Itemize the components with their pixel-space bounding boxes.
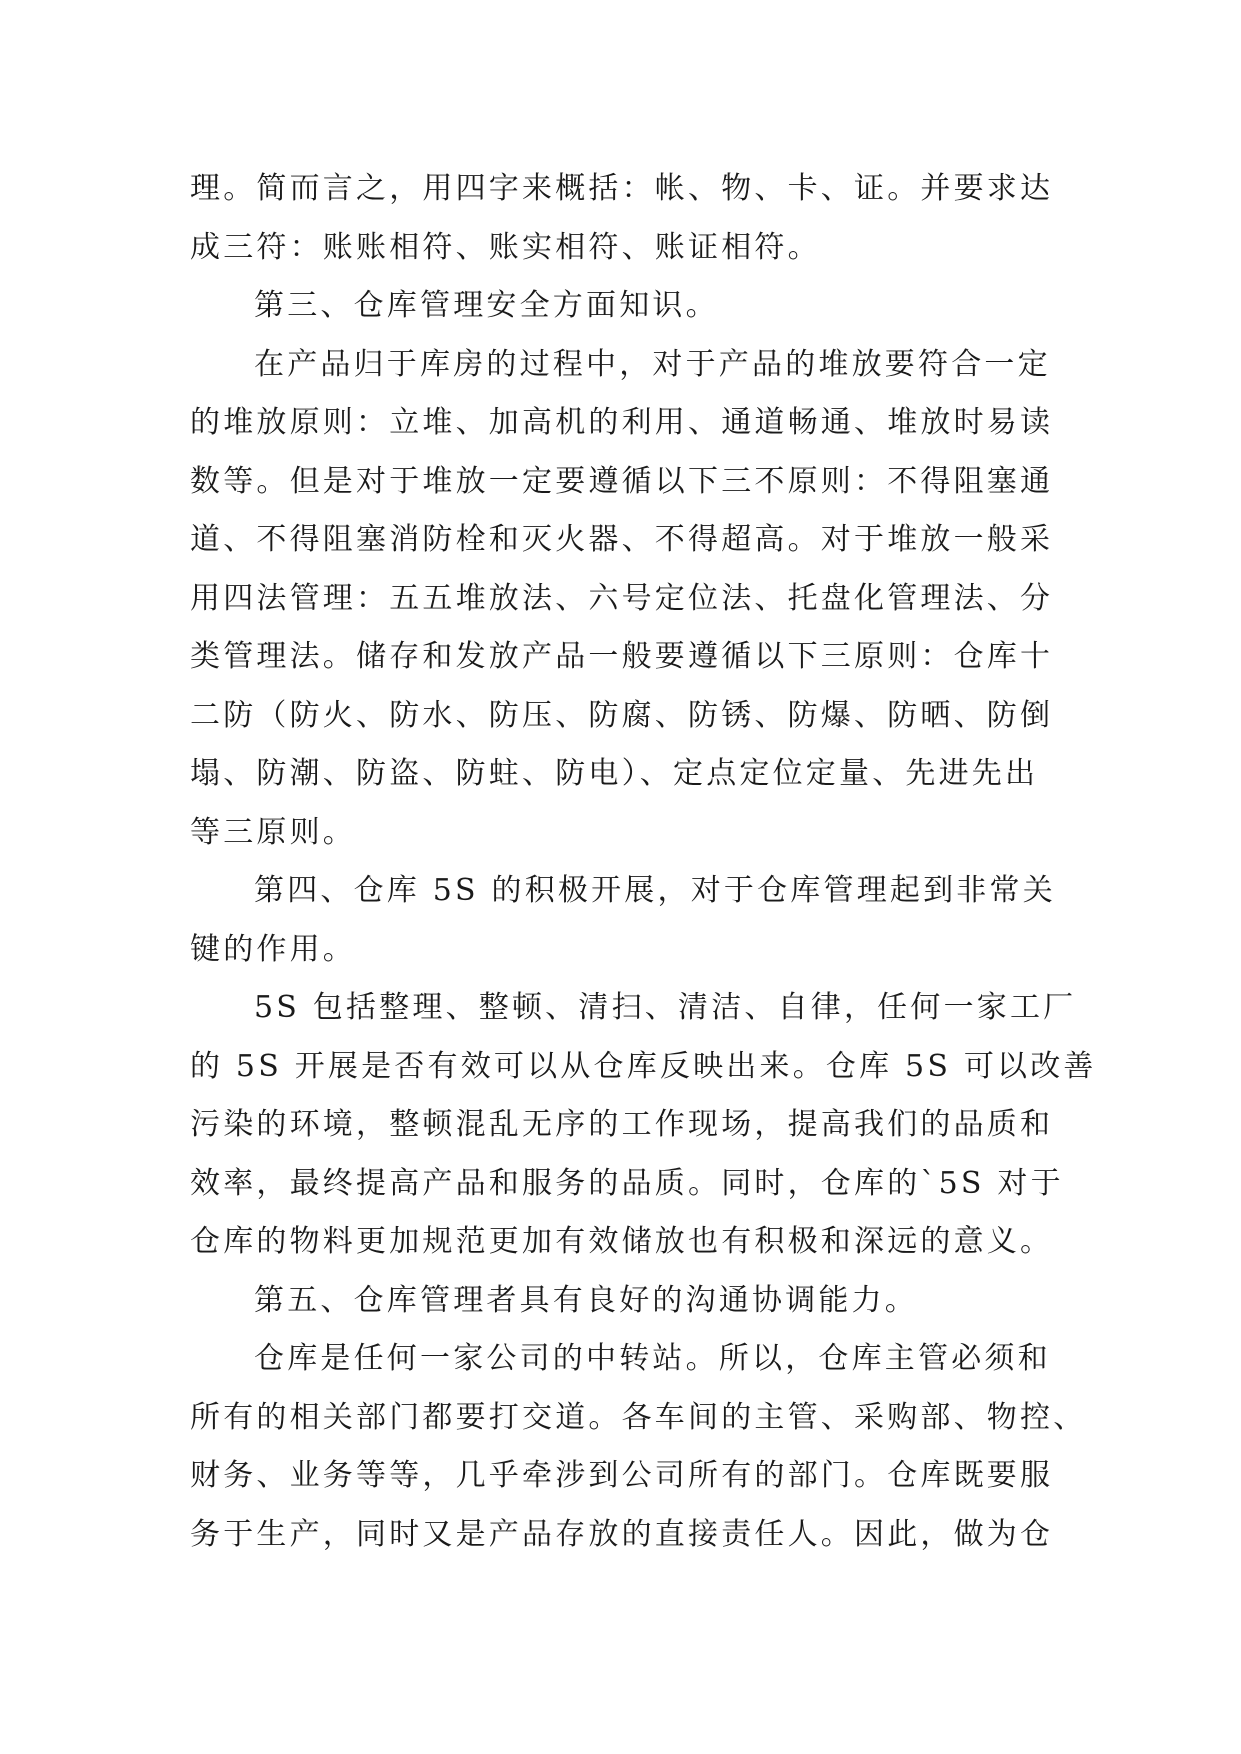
text-line: 务于生产，同时又是产品存放的直接责任人。因此，做为仓 [190,1516,1054,1552]
text-line: 在产品归于库房的过程中，对于产品的堆放要符合一定 [254,346,1051,382]
text-line: 所有的相关部门都要打交道。各车间的主管、采购部、物控、 [190,1399,1087,1435]
text-line: 效率，最终提高产品和服务的品质。同时，仓库的`5S 对于 [190,1165,1064,1201]
text-line: 第四、仓库 5S 的积极开展，对于仓库管理起到非常关 [254,873,1056,908]
text-line: 成三符：账账相符、账实相符、账证相符。 [190,229,821,265]
text-line: 类管理法。储存和发放产品一般要遵循以下三原则：仓库十 [190,639,1054,674]
text-line: 数等。但是对于堆放一定要遵循以下三不原则：不得阻塞通 [190,463,1054,499]
text-line: 财务、业务等等，几乎牵涉到公司所有的部门。仓库既要服 [190,1458,1054,1493]
text-line: 仓库的物料更加规范更加有效储放也有积极和深远的意义。 [190,1224,1054,1259]
text-line: 第三、仓库管理安全方面知识。 [254,288,719,323]
text-line: 的堆放原则：立堆、加高机的利用、通道畅通、堆放时易读 [190,405,1054,440]
text-line: 污染的环境，整顿混乱无序的工作现场，提高我们的品质和 [190,1107,1054,1142]
text-line: 二防（防火、防水、防压、防腐、防锈、防爆、防晒、防倒 [190,697,1054,733]
text-line: 的 5S 开展是否有效可以从仓库反映出来。仓库 5S 可以改善 [190,1048,1097,1084]
text-line: 塌、防潮、防盗、防蛀、防电）、定点定位定量、先进先出 [190,756,1039,791]
text-line: 理。简而言之，用四字来概括：帐、物、卡、证。并要求达 [190,171,1054,206]
text-line: 等三原则。 [190,814,356,850]
text-line: 第五、仓库管理者具有良好的沟通协调能力。 [254,1282,918,1318]
text-line: 用四法管理：五五堆放法、六号定位法、托盘化管理法、分 [190,580,1054,616]
text-line: 键的作用。 [190,931,356,967]
text-line: 仓库是任何一家公司的中转站。所以，仓库主管必须和 [254,1341,1051,1376]
document-body [190,160,1097,1564]
text-line: 道、不得阻塞消防栓和灭火器、不得超高。对于堆放一般采 [190,522,1054,557]
text-line: 5S 包括整理、整顿、清扫、清洁、自律，任何一家工厂 [254,990,1077,1025]
